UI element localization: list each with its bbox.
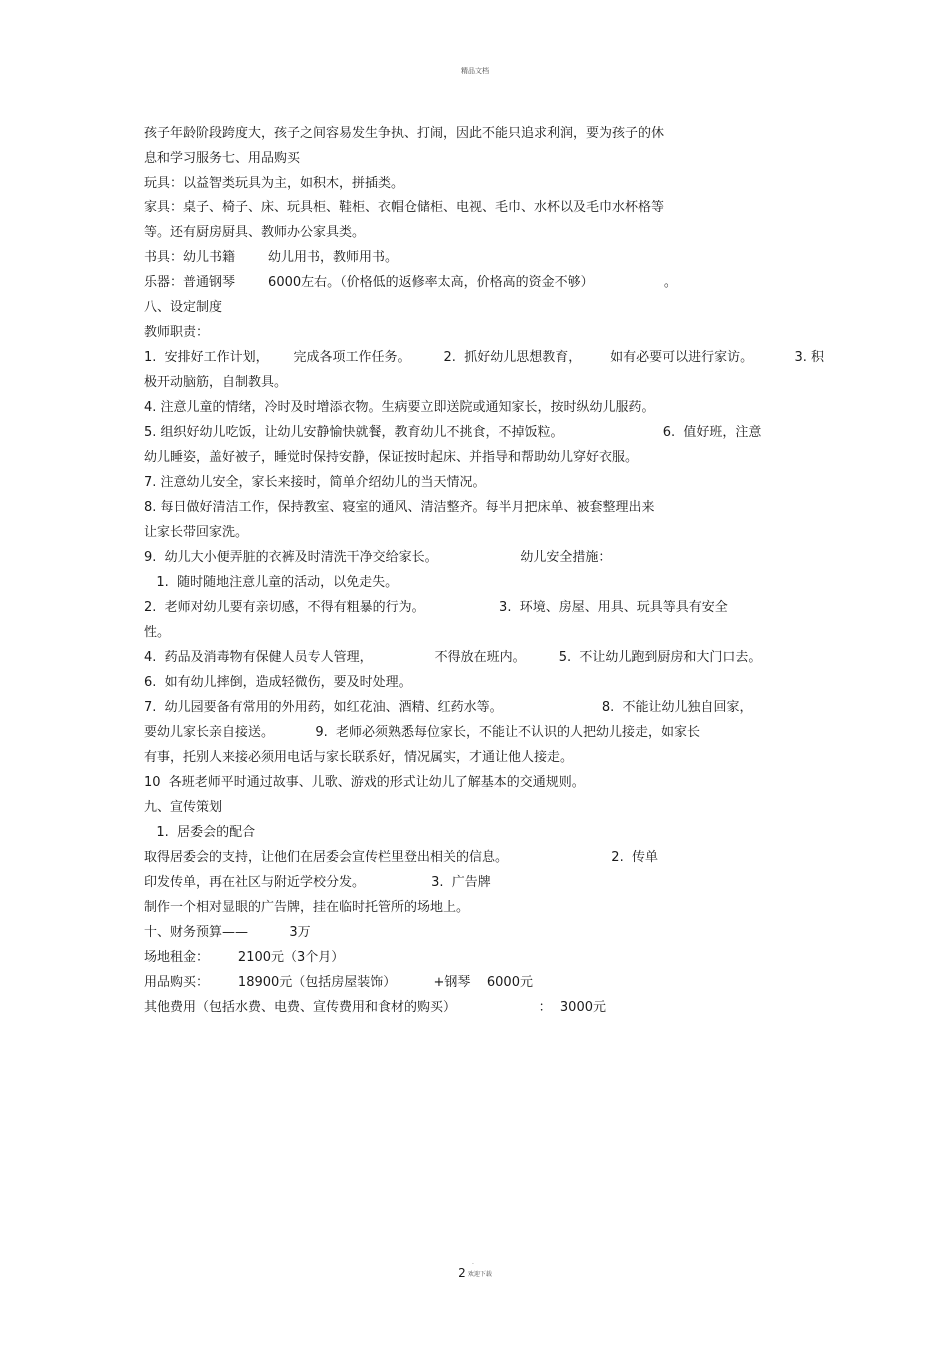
text-line: 书具：幼儿书籍 幼儿用书，教师用书。 [144, 250, 399, 265]
text-line: 九、宣传策划 [144, 800, 223, 815]
text-line: 家具：桌子、椅子、床、玩具柜、鞋柜、衣帽仓储柜、电视、毛巾、水杯以及毛巾水杯格等 [144, 200, 665, 215]
page-footer [0, 1266, 950, 1280]
page-number: 2 [458, 1266, 466, 1280]
text-line: 幼儿睡姿，盖好被子，睡觉时保持安静，保证按时起床、并指导和帮助幼儿穿好衣服。 [144, 450, 639, 465]
text-line: 极开动脑筋，自制教具。 [144, 375, 288, 390]
text-line: 玩具：以益智类玩具为主，如积木，拼插类。 [144, 176, 405, 191]
text-line: 息和学习服务七、用品购买 [144, 151, 301, 166]
text-line: 制作一个相对显眼的广告牌，挂在临时托管所的场地上。 [144, 900, 470, 915]
text-line: 性。 [144, 625, 171, 640]
text-line: 乐器：普通钢琴 6000左右。（价格低的返修率太高，价格高的资金不够） 。 [144, 275, 677, 290]
text-line: 有事，托别人来接必须用电话与家长联系好，情况属实，才通让他人接走。 [144, 750, 574, 765]
text-line: 印发传单，再在社区与附近学校分发。 3. 广告牌 [144, 875, 491, 890]
text-line: 1. 安排好工作计划， 完成各项工作任务。 2. 抓好幼儿思想教育， 如有必要可以进行家访。 3. 积 [144, 350, 824, 365]
text-line: 7. 幼儿园要备有常用的外用药，如红花油、酒精、红药水等。 8. 不能让幼儿独自回家， [144, 700, 753, 715]
text-line: 5. 组织好幼儿吃饭，让幼儿安静愉快就餐，教育幼儿不挑食，不掉饭粒。 6. 值好班，注意 [144, 425, 762, 440]
page-header: 精品文档 [461, 67, 489, 75]
text-line: 十、财务预算—— 3万 [144, 925, 311, 940]
text-line: 6. 如有幼儿摔倒，造成轻微伤，要及时处理。 [144, 675, 412, 690]
text-line: 2. 老师对幼儿要有亲切感，不得有粗暴的行为。 3. 环境、房屋、用具、玩具等具有安全 [144, 600, 728, 615]
text-line: 要幼儿家长亲自接送。 9. 老师必须熟悉每位家长，不能让不认识的人把幼儿接走，如家长 [144, 725, 700, 740]
text-line: 场地租金： 2100元（3个月） [144, 950, 345, 965]
text-line: 其他费用（包括水费、电费、宣传费用和食材的购买） ： 3000元 [144, 1000, 606, 1015]
footer-note: 欢迎下载 [467, 1271, 492, 1278]
text-line: 让家长带回家洗。 [144, 525, 249, 540]
text-line: 八、设定制度 [144, 300, 223, 315]
footer-dot: . [472, 1259, 474, 1266]
text-line: 7. 注意幼儿安全，家长来接时，简单介绍幼儿的当天情况。 [144, 475, 486, 490]
text-line: 取得居委会的支持，让他们在居委会宣传栏里登出相关的信息。 2. 传单 [144, 850, 658, 865]
text-line: 教师职责： [144, 325, 210, 340]
text-line: 1. 随时随地注意儿童的活动，以免走失。 [144, 575, 399, 590]
text-line: 4. 注意儿童的情绪，冷时及时增添衣物。生病要立即送院或通知家长，按时纵幼儿服药。 [144, 400, 655, 415]
text-line: 1. 居委会的配合 [144, 825, 256, 840]
text-line: 10 各班老师平时通过故事、儿歌、游戏的形式让幼儿了解基本的交通规则。 [144, 775, 585, 790]
text-line: 用品购买： 18900元（包括房屋装饰） +钢琴 6000元 [144, 975, 533, 990]
text-line: 4. 药品及消毒物有保健人员专人管理， 不得放在班内。 5. 不让幼儿跑到厨房和大门口去。 [144, 650, 762, 665]
text-line: 孩子年龄阶段跨度大，孩子之间容易发生争执、打闹，因此不能只追求利润，要为孩子的休 [144, 126, 665, 141]
text-line: 8. 每日做好清洁工作，保持教室、寝室的通风、清洁整齐。每半月把床单、被套整理出来 [144, 500, 655, 515]
text-line: 等。还有厨房厨具、教师办公家具类。 [144, 225, 366, 240]
text-line: 9. 幼儿大小便弄脏的衣裤及时清洗干净交给家长。 幼儿安全措施： [144, 550, 612, 565]
